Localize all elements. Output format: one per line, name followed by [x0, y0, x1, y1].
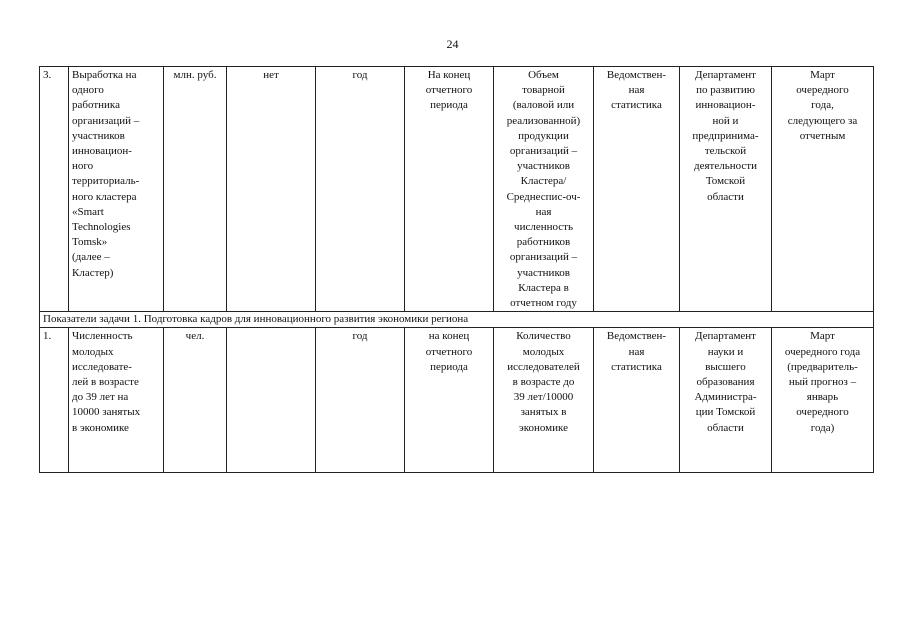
- row-number-cell: 3.: [40, 67, 69, 312]
- table-row: [40, 67, 874, 312]
- indicator-name-cell: Выработка на одного работника организаций – участников инновацион- ного территориаль- ного кластера «Smart Technologies Tomsk» (далее – Кластер): [69, 67, 164, 312]
- unit-cell: млн. руб.: [164, 67, 227, 312]
- section-header: Показатели задачи 1. Подготовка кадров для инновационного развития экономики региона: [40, 312, 874, 328]
- formula-cell: Количество молодых исследователей в возрасте до 39 лет/10000 занятых в экономике: [494, 328, 594, 473]
- formula-cell: Объем товарной (валовой или реализованной) продукции организаций – участников Кластера/ Среднеспис-оч- ная численность работников организаций – участников Кластера в отчетном году: [494, 67, 594, 312]
- characteristic-cell: [227, 328, 316, 473]
- data-source-cell: Ведомствен- ная статистика: [594, 328, 680, 473]
- page-number: 24: [446, 37, 459, 51]
- section-header-row: [40, 312, 874, 328]
- characteristic-cell: нет: [227, 67, 316, 312]
- data-source-cell: Ведомствен- ная статистика: [594, 67, 680, 312]
- time-characteristic-cell: на конец отчетного периода: [405, 328, 494, 473]
- deadline-cell: Март очередного года (предваритель- ный прогноз – январь очередного года): [772, 328, 874, 473]
- time-characteristic-cell: На конец отчетного периода: [405, 67, 494, 312]
- responsible-cell: Департамент науки и высшего образования Администра- ции Томской области: [680, 328, 772, 473]
- indicator-name-cell: Численность молодых исследовате- лей в возрасте до 39 лет на 10000 занятых в экономике: [69, 328, 164, 473]
- row-number-cell: 1.: [40, 328, 69, 473]
- responsible-cell: Департамент по развитию инновацион- ной и предпринима- тельской деятельности Томской области: [680, 67, 772, 312]
- periodicity-cell: год: [316, 328, 405, 473]
- deadline-cell: Март очередного года, следующего за отчетным: [772, 67, 874, 312]
- unit-cell: чел.: [164, 328, 227, 473]
- indicators-table: [39, 66, 874, 473]
- table-row: [40, 328, 874, 473]
- periodicity-cell: год: [316, 67, 405, 312]
